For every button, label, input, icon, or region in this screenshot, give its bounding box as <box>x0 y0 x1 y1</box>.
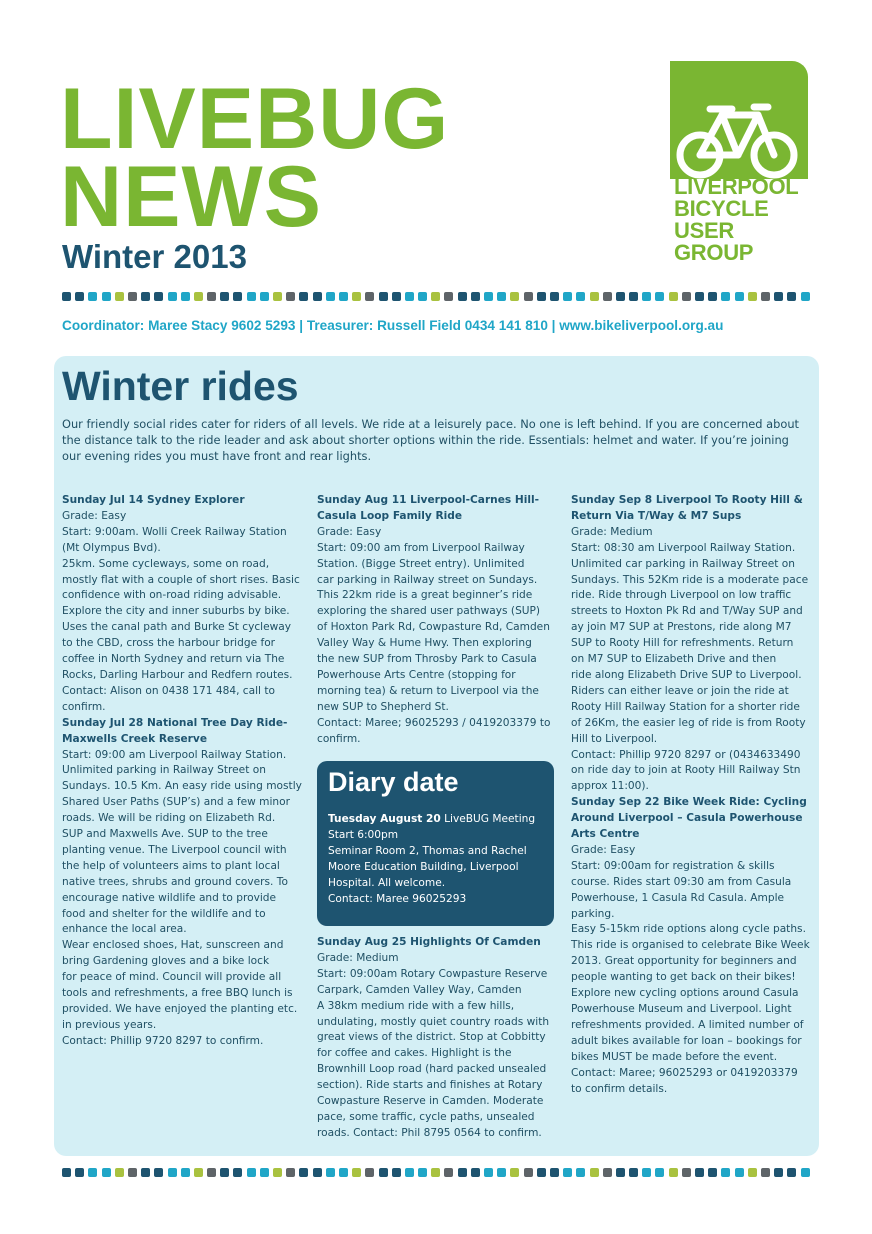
divider-dot <box>655 292 664 301</box>
divider-dot <box>339 292 348 301</box>
divider-dot <box>233 1168 242 1177</box>
divider-dot <box>220 1168 229 1177</box>
divider-dot <box>102 292 111 301</box>
rides-column-2 <box>317 493 557 748</box>
divider-dot <box>260 1168 269 1177</box>
divider-dot <box>339 1168 348 1177</box>
diary-date: Tuesday August 20 <box>328 813 441 825</box>
divider-dot <box>379 1168 388 1177</box>
divider-dot <box>484 1168 493 1177</box>
ride-entry <box>571 795 811 1097</box>
divider-dot <box>286 292 295 301</box>
divider-dot <box>392 1168 401 1177</box>
ride-title: Sunday Sep 8 Liverpool To Rooty Hill & Return Via T/Way & M7 Sups <box>571 494 803 522</box>
section-title: Winter rides <box>62 363 299 409</box>
ride-entry <box>62 716 302 1050</box>
divider-dot <box>801 292 810 301</box>
ride-title: Sunday Aug 11 Liverpool-Carnes Hill- Casula Loop Family Ride <box>317 494 540 522</box>
divider-dot <box>471 292 480 301</box>
divider-dot <box>352 1168 361 1177</box>
divider-dot <box>115 292 124 301</box>
diary-date-box <box>317 761 554 926</box>
divider-dot <box>194 1168 203 1177</box>
rides-column-3 <box>571 493 811 1097</box>
ride-details: Grade: Easy Start: 9:00am. Wolli Creek Railway Station (Mt Olympus Bvd). 25km. Some cycleways, some on road, mostly flat with a couple of short rises. Basic confidence with on-road riding advisable. Explore the city and inner suburbs by bike. Uses the canal path and Burke St cycleway to the CBD, cross the harbour bridge for coffee in North Sydney and return via The Rocks, Darling Harbour and Redfern routes. Contact: Alison on 0438 171 484, call to confirm. <box>62 509 300 713</box>
divider-dot <box>748 292 757 301</box>
divider-dot <box>207 1168 216 1177</box>
divider-dot <box>313 292 322 301</box>
divider-dot <box>168 1168 177 1177</box>
divider-dot <box>405 1168 414 1177</box>
ride-details: Grade: Easy Start: 09:00am for registration & skills course. Rides start 09:30 am from Casula Powerhouse, 1 Casula Rd Casula. Ample parking. Easy 5-15km ride options along cycle paths. This ride is organised to celebrate Bike Week 2013. Great opportunity for beginners and people wanting to get back on their bikes! Explore new cycling options around Casula Powerhouse Museum and Liverpool. Light refreshments provided. A limited number of adult bikes available for loan – bookings for bikes MUST be made before the event. Contact: Maree; 96025293 or 0419203379 to confirm details. <box>571 843 810 1095</box>
logo-line: GROUP <box>674 240 754 265</box>
divider-dot <box>629 292 638 301</box>
divider-dot <box>655 1168 664 1177</box>
divider-dot <box>207 292 216 301</box>
newsletter-title-line2: NEWS <box>60 149 322 245</box>
divider-dot <box>431 1168 440 1177</box>
divider-dot <box>62 1168 71 1177</box>
divider-dot <box>590 1168 599 1177</box>
divider-dot <box>444 292 453 301</box>
divider-dot <box>247 1168 256 1177</box>
divider-dot <box>563 1168 572 1177</box>
divider-dot <box>181 1168 190 1177</box>
divider-dot <box>299 1168 308 1177</box>
ride-details: Grade: Easy Start: 09:00 am from Liverpool Railway Station. (Bigge Street entry). Unlimited car parking in Railway street on Sundays. This 22km ride is a great beginner’s ride exploring the shared user pathways (SUP) of Hoxton Park Rd, Cowpasture Rd, Camden Valley Way & Hume Hwy. Then exploring the new SUP from Throsby Park to Casula Powerhouse Arts Centre (stopping for morning tea) & return to Liverpool via the new SUP to Shepherd St. Contact: Maree; 96025293 / 0419203379 to confirm. <box>317 525 551 745</box>
divider-dot <box>497 292 506 301</box>
divider-dot <box>128 292 137 301</box>
ride-entry <box>317 935 557 1142</box>
divider-dot <box>748 1168 757 1177</box>
ride-details: Grade: Medium Start: 09:00am Rotary Cowpasture Reserve Carpark, Camden Valley Way, Camden A 38km medium ride with a few hills, undulating, mostly quiet country roads with great views of the district. Stop at Cobbitty for coffee and cakes. Highlight is the Brownhill Loop road (hard packed unsealed section). Ride starts and finishes at Rotary Cowpasture Reserve in Camden. Moderate pace, some traffic, cycle paths, unsealed roads. Contact: Phil 8795 0564 to confirm. <box>317 951 550 1139</box>
ride-title: Sunday Jul 28 National Tree Day Ride- Maxwells Creek Reserve <box>62 716 288 745</box>
ride-details: Grade: Medium Start: 08:30 am Liverpool Railway Station. Unlimited car parking in Railway Street on Sundays. This 52Km ride is a moderate pace ride. Ride through Liverpool on low traffic streets to Hoxton Pk Rd and T/Way SUP and ay join M7 SUP at Prestons, ride along M7 SUP to Rooty Hill for refreshments. Return on M7 SUP to Elizabeth Drive and then ride along Elizabeth Drive SUP to Liverpool. Riders can either leave or join the ride at Rooty Hill Railway Station for a shorter ride of 26Km, the easier leg of ride is from Rooty Hill to Liverpool. Contact: Phillip 9720 8297 or (0434633490 on ride day to join at Rooty Hill Railway Stn approx 11:00). <box>571 525 809 793</box>
divider-dot <box>497 1168 506 1177</box>
divider-dot <box>576 1168 585 1177</box>
ride-title: Sunday Aug 25 Highlights Of Camden <box>317 936 541 948</box>
bicycle-icon <box>670 101 808 181</box>
divider-dot <box>524 292 533 301</box>
divider-dot <box>365 1168 374 1177</box>
logo-line: USER <box>674 218 734 243</box>
divider-dot <box>510 1168 519 1177</box>
divider-dot <box>88 1168 97 1177</box>
divider-dot <box>418 292 427 301</box>
divider-dot <box>88 292 97 301</box>
divider-dot <box>154 292 163 301</box>
divider-dot <box>379 292 388 301</box>
divider-dot <box>247 292 256 301</box>
divider-dot <box>154 1168 163 1177</box>
divider-dot <box>761 1168 770 1177</box>
divider-dot <box>273 1168 282 1177</box>
divider-dot <box>576 292 585 301</box>
dot-divider-bottom <box>62 1168 810 1177</box>
diary-details: Start 6:00pm Seminar Room 2, Thomas and Rachel Moore Education Building, Liverpool Hospital. All welcome. Contact: Maree 96025293 <box>328 829 527 905</box>
logo-line: LIVERPOOL <box>674 174 799 199</box>
diary-body <box>328 811 544 907</box>
ride-title: Sunday Jul 14 Sydney Explorer <box>62 494 245 506</box>
ride-entry <box>317 493 557 748</box>
divider-dot <box>326 1168 335 1177</box>
divider-dot <box>708 292 717 301</box>
divider-dot <box>721 292 730 301</box>
liverpool-bug-logo <box>670 61 808 266</box>
divider-dot <box>563 292 572 301</box>
ride-entry <box>571 493 811 795</box>
divider-dot <box>669 1168 678 1177</box>
divider-dot <box>761 292 770 301</box>
divider-dot <box>629 1168 638 1177</box>
divider-dot <box>75 292 84 301</box>
logo-line: BICYCLE <box>674 196 769 221</box>
divider-dot <box>682 1168 691 1177</box>
divider-dot <box>642 292 651 301</box>
divider-dot <box>708 1168 717 1177</box>
divider-dot <box>418 1168 427 1177</box>
divider-dot <box>102 1168 111 1177</box>
divider-dot <box>616 1168 625 1177</box>
dot-divider-top <box>62 292 810 301</box>
ride-details: Start: 09:00 am Liverpool Railway Station. Unlimited parking in Railway Street on Sundays. 10.5 Km. An easy ride using mostly Shared User Paths (SUP’s) and a few minor roads. We will be riding on Elizabeth Rd. SUP and Maxwells Ave. SUP to the tree planting venue. The Liverpool council with the help of volunteers aims to plant local native trees, shrubs and ground covers. To encourage native wildlife and to provide food and shelter for the wildlife and to enhance the local area. Wear enclosed shoes, Hat, sunscreen and bring Gardening gloves and a bike lock for peace of mind. Council will provide all tools and refreshments, a free BBQ lunch is provided. We have enjoyed the planting etc. in previous years. Contact: Phillip 9720 8297 to confirm. <box>62 748 302 1047</box>
divider-dot <box>524 1168 533 1177</box>
logo-wordmark <box>674 176 798 264</box>
issue-season: Winter 2013 <box>62 238 247 275</box>
divider-dot <box>735 1168 744 1177</box>
divider-dot <box>458 1168 467 1177</box>
divider-dot <box>550 1168 559 1177</box>
divider-dot <box>537 1168 546 1177</box>
divider-dot <box>787 1168 796 1177</box>
divider-dot <box>405 292 414 301</box>
divider-dot <box>550 292 559 301</box>
divider-dot <box>352 292 361 301</box>
divider-dot <box>220 292 229 301</box>
divider-dot <box>510 292 519 301</box>
divider-dot <box>616 292 625 301</box>
divider-dot <box>313 1168 322 1177</box>
divider-dot <box>458 292 467 301</box>
divider-dot <box>695 1168 704 1177</box>
ride-title: Sunday Sep 22 Bike Week Ride: Cycling Around Liverpool – Casula Powerhouse Arts Centre <box>571 796 807 841</box>
rides-column-2b <box>317 935 557 1142</box>
divider-dot <box>695 292 704 301</box>
divider-dot <box>168 292 177 301</box>
divider-dot <box>603 1168 612 1177</box>
divider-dot <box>590 292 599 301</box>
divider-dot <box>801 1168 810 1177</box>
divider-dot <box>128 1168 137 1177</box>
divider-dot <box>774 292 783 301</box>
divider-dot <box>141 292 150 301</box>
divider-dot <box>735 292 744 301</box>
section-intro: Our friendly social rides cater for riders of all levels. We ride at a leisurely pace. No one is left behind. If you are concerned about the distance talk to the ride leader and ask about shorter options within the ride. Essentials: helmet and water. If you’re joining our evening rides you must have front and rear lights. <box>62 417 800 463</box>
divider-dot <box>181 292 190 301</box>
divider-dot <box>721 1168 730 1177</box>
diary-title: Diary date <box>328 767 459 797</box>
divider-dot <box>392 292 401 301</box>
divider-dot <box>669 292 678 301</box>
divider-dot <box>115 1168 124 1177</box>
divider-dot <box>260 292 269 301</box>
divider-dot <box>273 292 282 301</box>
divider-dot <box>642 1168 651 1177</box>
divider-dot <box>431 292 440 301</box>
divider-dot <box>194 292 203 301</box>
divider-dot <box>603 292 612 301</box>
divider-dot <box>471 1168 480 1177</box>
divider-dot <box>787 292 796 301</box>
contact-line: Coordinator: Maree Stacy 9602 5293 | Treasurer: Russell Field 0434 141 810 | www.bikeliverpool.org.au <box>62 318 724 333</box>
divider-dot <box>682 292 691 301</box>
newsletter-title-line1: LIVEBUG <box>60 71 450 167</box>
divider-dot <box>484 292 493 301</box>
divider-dot <box>141 1168 150 1177</box>
divider-dot <box>299 292 308 301</box>
diary-event: LiveBUG Meeting <box>440 813 536 825</box>
divider-dot <box>326 292 335 301</box>
divider-dot <box>62 292 71 301</box>
divider-dot <box>365 292 374 301</box>
ride-entry <box>62 493 302 716</box>
divider-dot <box>444 1168 453 1177</box>
divider-dot <box>286 1168 295 1177</box>
rides-column-1 <box>62 493 302 1050</box>
divider-dot <box>233 292 242 301</box>
divider-dot <box>537 292 546 301</box>
divider-dot <box>774 1168 783 1177</box>
divider-dot <box>75 1168 84 1177</box>
